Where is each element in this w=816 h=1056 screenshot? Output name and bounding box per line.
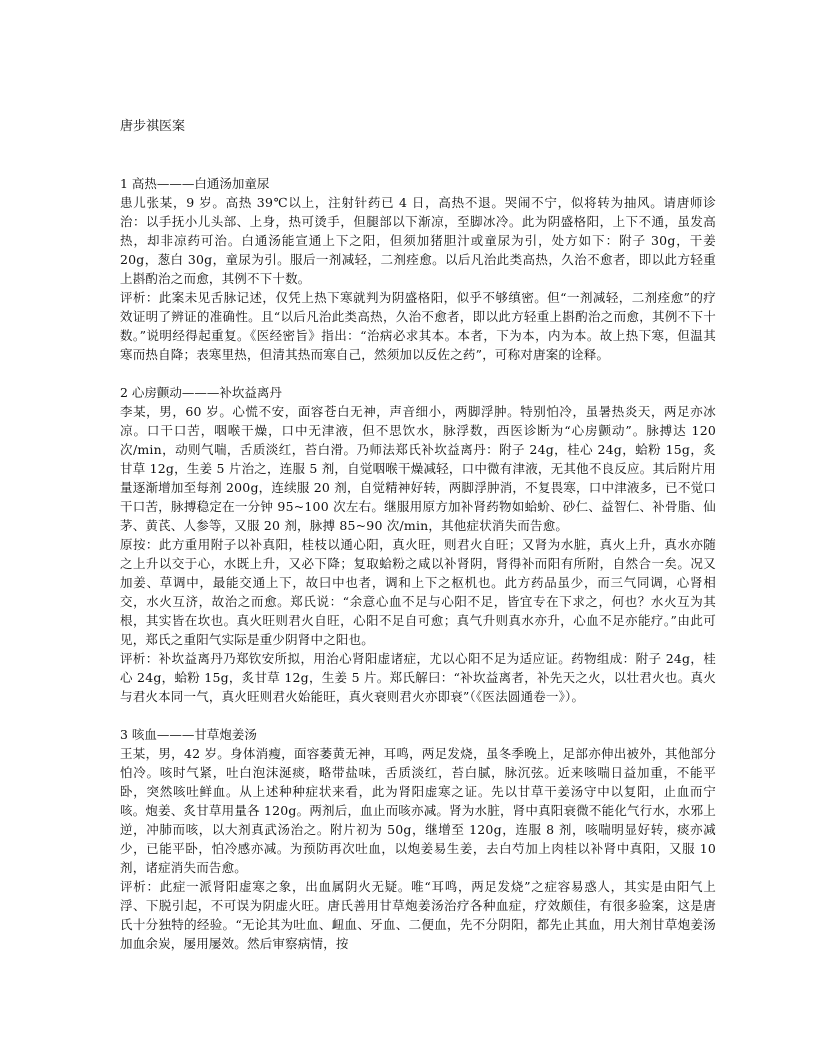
section-heading: 1 高热———白通汤加童尿 bbox=[120, 176, 270, 191]
commentary: 评析：补坎益离丹乃郑钦安所拟，用治心肾阳虚诸症，尤以心阳不足为适应证。药物组成：附子 24g，桂心 24g，蛤粉 15g，炙甘草 12g，生姜 5 片。郑氏解曰：“补坎益离者，补先天之火，以壮君火也。真火与君火本同一气，真火旺则君火始能旺，真火衰则君火亦即衰”（《医法圆通卷一》）。 bbox=[120, 651, 716, 704]
case-section-1 bbox=[120, 174, 716, 364]
case-description: 王某，男，42 岁。身体消瘦，面容萎黄无神，耳鸣，两足发烧，虽冬季晚上，足部亦伸出被外，其他部分怕冷。咳时气紧，吐白泡沫涎痰，略带盐味，舌质淡红，苔白腻，脉沉弦。近来咳喘日益加重，不能平卧，突然咳吐鲜血。从上述种种症状来看，此为肾阳虚寒之证。先以甘草干姜汤守中以复阳，止血而宁咳。炮姜、炙甘草用量各 120g。两剂后，血止而咳亦减。肾为水脏，肾中真阳衰微不能化气行水，水邪上逆，冲肺而咳，以大剂真武汤治之。附片初为 50g，继增至 120g，连服 8 剂，咳喘明显好转，痰亦减少，已能平卧，怕冷感亦减。为预防再次吐血，以炮姜易生姜，去白芍加上肉桂以补肾中真阳，又服 10 剂，诸症消失而告愈。 bbox=[120, 746, 716, 875]
original-note: 原按：此方重用附子以补真阳，桂枝以通心阳，真火旺，则君火自旺；又肾为水脏，真火上升，真水亦随之上升以交于心，水既上升，又必下降；复取蛤粉之咸以补肾阴，肾得补而阳有所附，自然合一矣。况又加姜、草调中，最能交通上下，故曰中也者，调和上下之枢机也。此方药品虽少，而三气同调，心肾相交，水火互济，故治之而愈。郑氏说：“余意心血不足与心阳不足，皆宜专在下求之，何也？水火互为其根，其实皆在坎也。真火旺则君火自旺，心阳不足自可愈；真气升则真水亦升，心血不足亦能疗。”由此可见，郑氏之重阳气实际是重少阴肾中之阳也。 bbox=[120, 537, 716, 647]
case-description: 患儿张某，9 岁。高热 39℃以上，注射针药已 4 日，高热不退。哭闹不宁，似将转为抽风。请唐师诊治：以手抚小儿头部、上身，热可烫手，但腿部以下渐凉，至脚冰冷。此为阴盛格阳，上下不通，虽发高热，却非凉药可治。白通汤能宣通上下之阳，但须加猪胆汁或童尿为引，处方如下：附子 30g，干姜 20g，葱白 30g，童尿为引。服后一剂减轻，二剂痊愈。以后凡治此类高热，久治不愈者，即以此方轻重上斟酌治之而愈，其例不下十数。 bbox=[120, 195, 716, 286]
commentary: 评析：此案未见舌脉记述，仅凭上热下寒就判为阴盛格阳，似乎不够缜密。但“一剂减轻，二剂痊愈”的疗效证明了辨证的准确性。且“以后凡治此类高热，久治不愈者，即以此方轻重上斟酌治之而愈，其例不下十数。”说明经得起重复。《医经密旨》指出：“治病必求其本。本者，下为本，内为本。故上热下寒，但温其寒而热自降；表寒里热，但清其热而寒自己，然须加以反佐之药”，可称对唐案的诠释。 bbox=[120, 290, 716, 362]
case-section-2 bbox=[120, 383, 716, 706]
document-page bbox=[120, 117, 716, 953]
case-section-3 bbox=[120, 725, 716, 953]
case-description: 李某，男，60 岁。心慌不安，面容苍白无神，声音细小，两脚浮肿。特别怕冷，虽暑热炎天，两足亦冰凉。口干口苦，咽喉干燥，口中无津液，但不思饮水，脉浮数，西医诊断为“心房颤动”。脉搏达 120 次/min，动则气喘，舌质淡红，苔白滑。乃师法郑氏补坎益离丹：附子 24g，桂心 24g，蛤粉 15g，炙甘草 12g，生姜 5 片治之，连服 5 剂，自觉咽喉干燥减轻，口中微有津液，无其他不良反应。其后附片用量逐渐增加至每剂 200g，连续服 20 剂，自觉精神好转，两脚浮肿消，不复畏寒，口中津液多，已不觉口干口苦，脉搏稳定在一分钟 95~100 次左右。继服用原方加补肾药物如蛤蚧、砂仁、益智仁、补骨脂、仙茅、黄芪、人参等，又服 20 剂，脉搏 85~90 次/min，其他症状消失而告愈。 bbox=[120, 404, 716, 533]
document-title: 唐步祺医案 bbox=[120, 119, 186, 134]
section-heading: 2 心房颤动———补坎益离丹 bbox=[120, 385, 282, 400]
section-heading: 3 咳血———甘草炮姜汤 bbox=[120, 727, 257, 742]
commentary: 评析：此症一派肾阳虚寒之象，出血属阴火无疑。唯“耳鸣，两足发烧”之症容易惑人，其实是由阳气上浮、下脱引起，不可误为阴虚火旺。唐氏善用甘草炮姜汤治疗各种血症，疗效颇佳，有很多验案，这是唐氏十分独特的经验。“无论其为吐血、衄血、牙血、二便血，先不分阴阳，都先止其血，用大剂甘草炮姜汤加血余炭，屡用屡效。然后审察病情，按 bbox=[120, 879, 716, 951]
